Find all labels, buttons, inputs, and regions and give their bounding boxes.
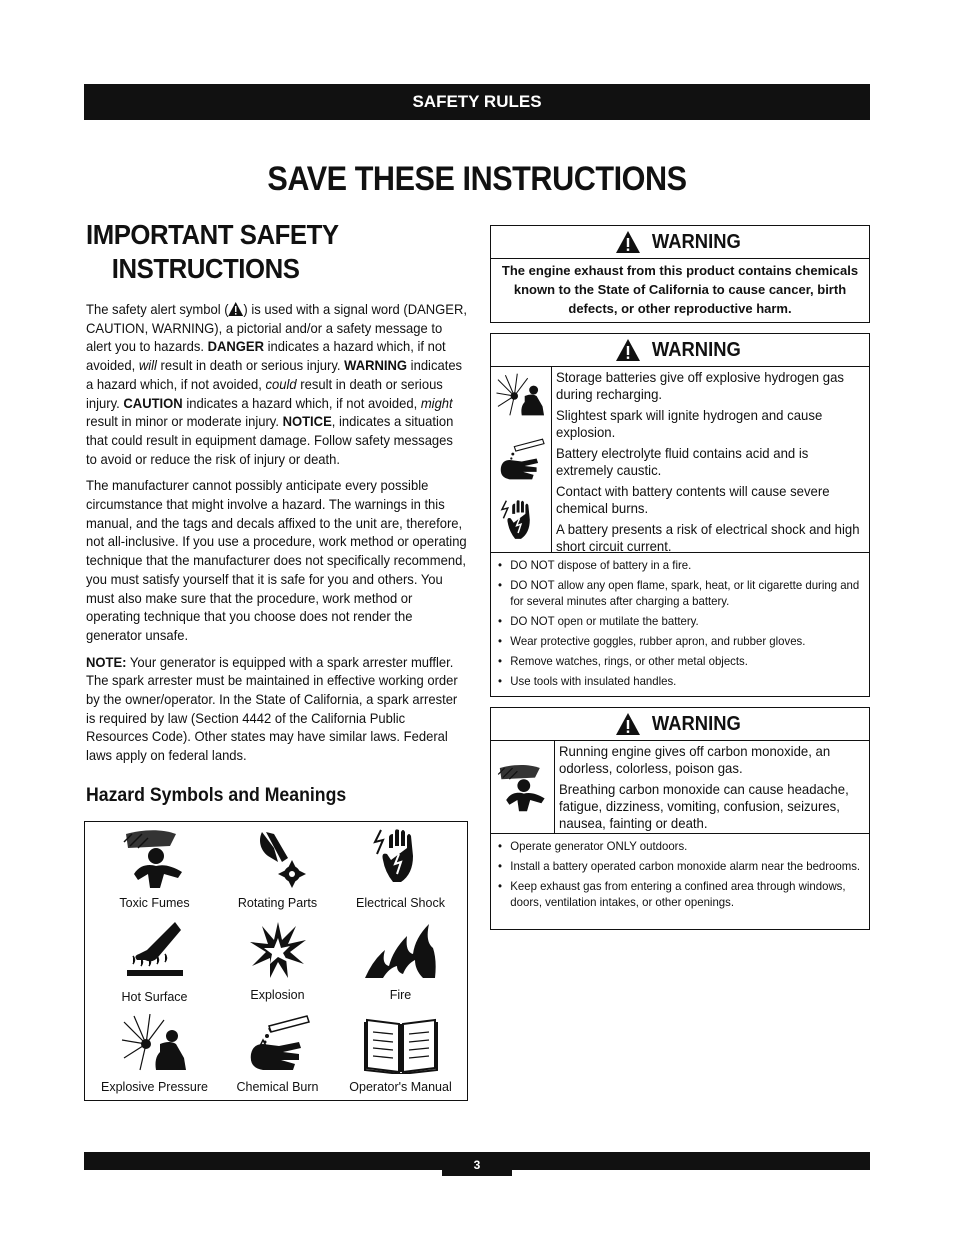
hazard-label: Fire [389,988,412,1002]
hazard-label: Explosion [250,988,305,1002]
chemical-burn-icon [243,1014,313,1074]
hazard-label: Toxic Fumes [119,896,190,910]
rotating-parts-icon [248,828,308,890]
toxic-fumes-icon [120,828,190,890]
battery-hazard-messages [552,367,890,552]
hazard-explosion [214,920,341,1002]
list-item: • Wear protective goggles, rubber apron, and rubber gloves. [497,633,871,649]
warning-box-carbon-monoxide [490,707,870,930]
page-title: SAVE THESE INSTRUCTIONS [267,160,687,198]
safety-alert-paragraph: The safety alert symbol ( ) is used with a signal word (DANGER, CAUTION, WARNING), a pictorial and/or a safety message to alert you to hazards. DANGER indicates a hazard which, if not avoided, will result in death or serious injury. WARNING indicates a hazard which, if not avoided, could result in death or serious injury. CAUTION indicates a hazard which, if not avoided, might result in minor or moderate injury. NOTICE, indicates a situation that could result in equipment damage. Follow safety messages to avoid or reduce the risk of injury or death. [86,301,468,467]
electrical-shock-icon [371,828,431,890]
hazard-explosive-pressure [91,1014,218,1094]
operators-manual-icon [363,1014,439,1074]
chemical-burn-icon [495,437,547,483]
hazard-hot-surface [91,920,218,1004]
battery-hazard-icons [491,367,552,552]
section-header-title: SAFETY RULES [412,92,542,111]
important-safety-column [86,218,466,815]
california-warning-text: The engine exhaust from this product contains chemicals known to the State of California to cause cancer, birth defects, or other reproductive harm. [501,263,859,316]
co-hazard-messages [555,741,893,833]
list-item: • DO NOT dispose of battery in a fire. [497,557,871,573]
list-item: • DO NOT open or mutilate the battery. [497,613,871,629]
warning-box-battery [490,333,870,697]
warning-header: WARNING [491,708,869,741]
warning-triangle-icon [616,339,640,361]
page-number: 3 [442,1152,512,1176]
hazard-message: Slightest spark will ignite hydrogen and cause explosion. [556,407,823,440]
hazard-symbols-heading: Hazard Symbols and Meanings [86,784,347,806]
hazard-symbols-box [84,821,468,1101]
co-precautions-list [491,834,869,920]
list-item: • Install a battery operated carbon monoxide alarm near the bedrooms. [497,858,871,874]
important-safety-heading: IMPORTANT SAFETY INSTRUCTIONS [86,219,339,284]
hazard-label: Electrical Shock [356,896,445,910]
hazard-label: Rotating Parts [237,896,318,910]
list-item: • Use tools with insulated handles. [497,673,871,689]
hazard-chemical-burn [214,1014,341,1094]
list-item: • Remove watches, rings, or other metal objects. [497,653,871,669]
hazard-label: Explosive Pressure [101,1080,208,1094]
hazard-fire [337,920,464,1002]
list-item: • DO NOT allow any open flame, spark, heat, or lit cigarette during and for several minutes after charging a battery. [497,577,871,609]
hazard-message: Battery electrolyte fluid contains acid and is extremely caustic. [556,445,809,478]
hazard-message: Running engine gives off carbon monoxide, an odorless, colorless, poison gas. [559,743,831,776]
hazard-electrical-shock [337,828,464,910]
warning-header: WARNING [491,334,869,367]
explosive-pressure-icon [120,1014,190,1074]
hazard-message: Storage batteries give off explosive hydrogen gas during recharging. [556,369,845,402]
explosion-icon [248,920,308,982]
warning-triangle-icon [616,713,640,735]
list-item: • Keep exhaust gas from entering a confined area through windows, doors, ventilation intakes, or other openings. [497,878,871,910]
hazard-toxic-fumes [91,828,218,910]
explosive-pressure-icon [495,373,547,419]
hazard-operators-manual [337,1014,464,1094]
manufacturer-paragraph: The manufacturer cannot possibly anticipate every possible circumstance that might involve a hazard. The warnings in this manual, and the tags and decals affixed to the unit are, therefore, not all-inclusive. If you use a procedure, work method or operating technique that the manufacturer does not specifically recommend, you must satisfy yourself that it is safe for you and others. You must also make sure that the procedure, work method or operating technique that you choose does not render the generator unsafe. [86,477,467,643]
hazard-label: Chemical Burn [236,1080,319,1094]
hazard-label: Operator's Manual [349,1080,452,1094]
warning-header: WARNING [491,226,869,259]
warning-box-california [490,225,870,323]
electrical-shock-icon [499,497,543,547]
battery-precautions-list [491,553,869,699]
section-header-band [84,84,870,120]
fire-icon [363,920,439,982]
battery-hazard-grid [491,367,869,553]
co-hazard-grid [491,741,869,834]
co-hazard-icons [491,741,555,833]
hazard-message: A battery presents a risk of electrical shock and high short circuit current. [556,521,860,554]
hazard-label: Hot Surface [121,990,188,1004]
safety-alert-icon [229,302,244,316]
hot-surface-icon [123,920,187,982]
hazard-rotating-parts [214,828,341,910]
hazard-message: Breathing carbon monoxide can cause headache, fatigue, dizziness, vomiting, confusion, seizures, nausea, fainting or death. [559,781,849,831]
note-paragraph: NOTE: Your generator is equipped with a spark arrester muffler. The spark arrester must be maintained in effective working order by the owner/operator. In the State of California, a spark arrester is required by law (Section 4442 of the California Public Resources Code). Other states may have similar laws. Federal laws apply on federal lands. [86,653,458,764]
hazard-message: Contact with battery contents will cause severe chemical burns. [556,483,830,516]
list-item: • Operate generator ONLY outdoors. [497,838,871,854]
warning-triangle-icon [616,231,640,253]
toxic-fumes-icon [495,763,551,813]
